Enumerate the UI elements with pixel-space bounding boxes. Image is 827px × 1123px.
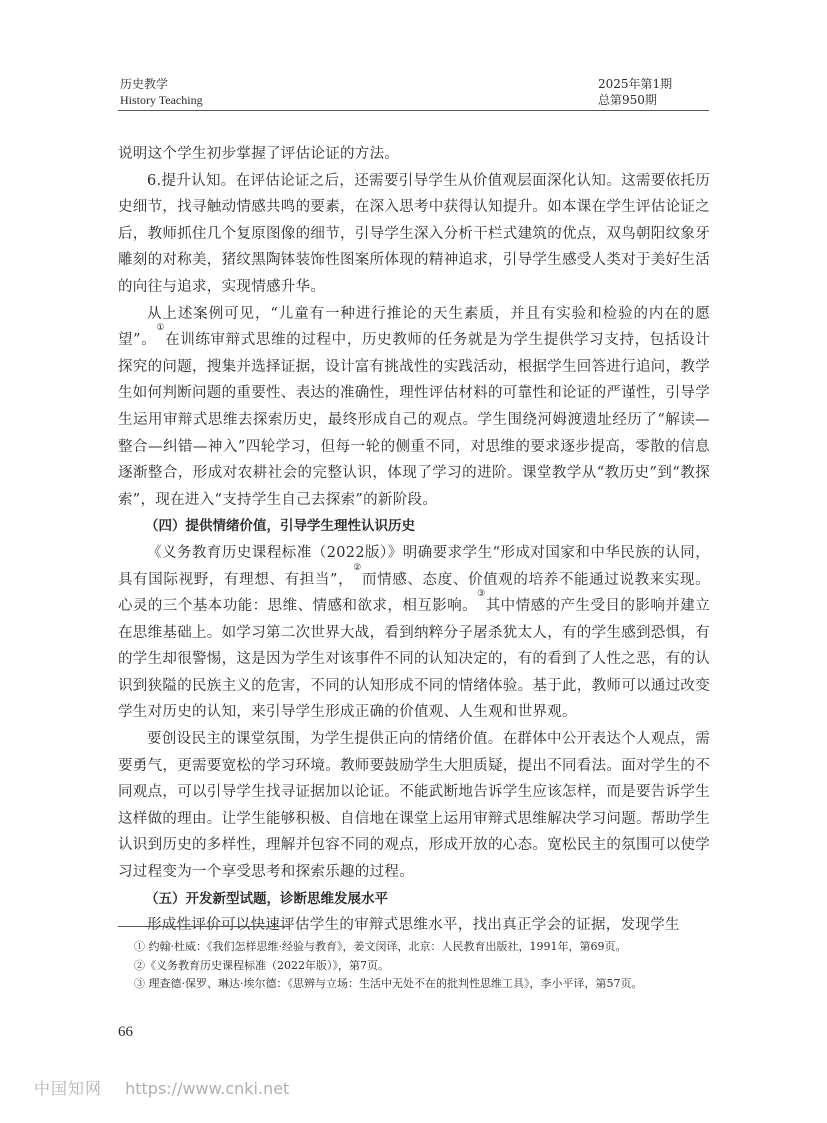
footnote: ① 约翰·杜威：《我们怎样思维·经验与教育》，姜文闵译，北京：人民教育出版社，1991年，第69页。: [134, 940, 627, 953]
watermark-site-name: 中国知网: [34, 1079, 103, 1098]
running-header-left: [120, 76, 203, 108]
paragraph: 形成性评价可以快速评估学生的审辩式思维水平，找出真正学会的证据，发现学生: [147, 917, 680, 934]
paragraph: 说明这个学生初步掌握了评估论证的方法。: [118, 146, 400, 162]
footnote: ③ 理查德·保罗、琳达·埃尔德：《思辨与立场：生活中无处不在的批判性思维工具》，李小平译，第57页。: [134, 977, 643, 990]
article-body: [118, 141, 710, 939]
issue-number: 2025年第1期: [598, 77, 673, 91]
running-header-right: [598, 76, 672, 108]
footnote-ref: ②: [353, 562, 362, 573]
paragraph: 要创设民主的课堂氛围，为学生提供正向的情绪价值。在群体中公开表达个人观点，需要勇气，更需要宽松的学习环境。教师要鼓励学生大胆质疑，提出不同看法。面对学生的不同观点，可以引导学生找寻证据加以论证。不能武断地告诉学生应该怎样，而是要告诉学生这样做的理由。让学生能够积极、自信地在课堂上运用审辩式思维解决学习问题。帮助学生认识到历史的多样性，理解并包容不同的观点，形成开放的心态。宽松民主的氛围可以使学习过程变为一个享受思考和探索乐趣的过程。: [118, 731, 710, 881]
section-heading: （四）提供情绪价值，引导学生理性认识历史: [145, 518, 415, 535]
total-issue-number: 总第950期: [598, 93, 657, 107]
footnote-ref: ③: [477, 589, 486, 600]
journal-title-en: History Teaching: [120, 93, 203, 107]
section-heading: （五）开发新型试题，诊断思维发展水平: [145, 890, 388, 907]
paragraph: [118, 540, 710, 726]
paragraph: [118, 301, 710, 514]
source-watermark: [34, 1076, 289, 1099]
paragraph: 6.提升认知。在评估论证之后，还需要引导学生从价值观层面深化认知。这需要依托历史细节，找寻触动情感共鸣的要素，在深入思考中获得认知提升。如本课在学生评估论证之后，教师抓住几个复原图像的细节，引导学生深入分析干栏式建筑的优点，双鸟朝阳纹象牙雕刻的对称美，猪纹黑陶钵装饰性图案所体现的精神追求，引导学生感受人类对于美好生活的向往与追求，实现情感升华。: [118, 172, 710, 295]
text-run: 而情感、态度、价值观的培养不能通过说教来实现。心灵的三个基本功能：思维、情感和欲求，相互影响。: [118, 571, 710, 615]
page-number: 66: [118, 1024, 133, 1040]
watermark-url: https://www.cnki.net: [125, 1079, 290, 1098]
footnote-rule: [118, 926, 290, 927]
text-run: 《义务教育历史课程标准（2022版）》明确要求学生“形成对国家和中华民族的认同，具有国际视野，有理想、有担当”，: [118, 544, 710, 588]
footnotes: [134, 938, 710, 994]
text-run: 从上述案例可见，“儿童有一种进行推论的天生素质，并且有实验和检验的内在的愿望”。: [118, 305, 710, 349]
footnote: ②《义务教育历史课程标准（2022年版）》，第7页。: [134, 958, 389, 972]
header-rule: [118, 110, 709, 111]
journal-title-cn: 历史教学: [120, 77, 169, 91]
text-run: 其中情感的产生受目的影响并建立在思维基础上。如学习第二次世界大战，看到纳粹分子屠杀犹太人，有的学生感到恐惧，有的学生却很警惕，这是因为学生对该事件不同的认知决定的，有的看到了人性之恶，有的认识到狭隘的民族主义的危害，不同的认知形成不同的情绪体验。基于此，教师可以通过改变学生对历史的认知，来引导学生形成正确的价值观、人生观和世界观。: [118, 598, 711, 721]
footnote-ref: ①: [156, 323, 166, 334]
text-run: 在训练审辩式思维的过程中，历史教师的任务就是为学生提供学习支持，包括设计探究的问题，搜集并选择证据，设计富有挑战性的实践活动，根据学生回答进行追问，教学生如何判断问题的重要性、表达的准确性，理性评估材料的可靠性和论证的严谨性，引导学生运用审辩式思维去探索历史，最终形成自己的观点。学生围绕河姆渡遗址经历了“解读—整合—纠错—神入”四轮学习，但每一轮的侧重不同，对思维的要求逐步提高，零散的信息逐渐整合，形成对农耕社会的完整认识，体现了学习的进阶。课堂教学从“教历史”到“教探索”，现在进入“支持学生自己去探索”的新阶段。: [118, 332, 710, 508]
